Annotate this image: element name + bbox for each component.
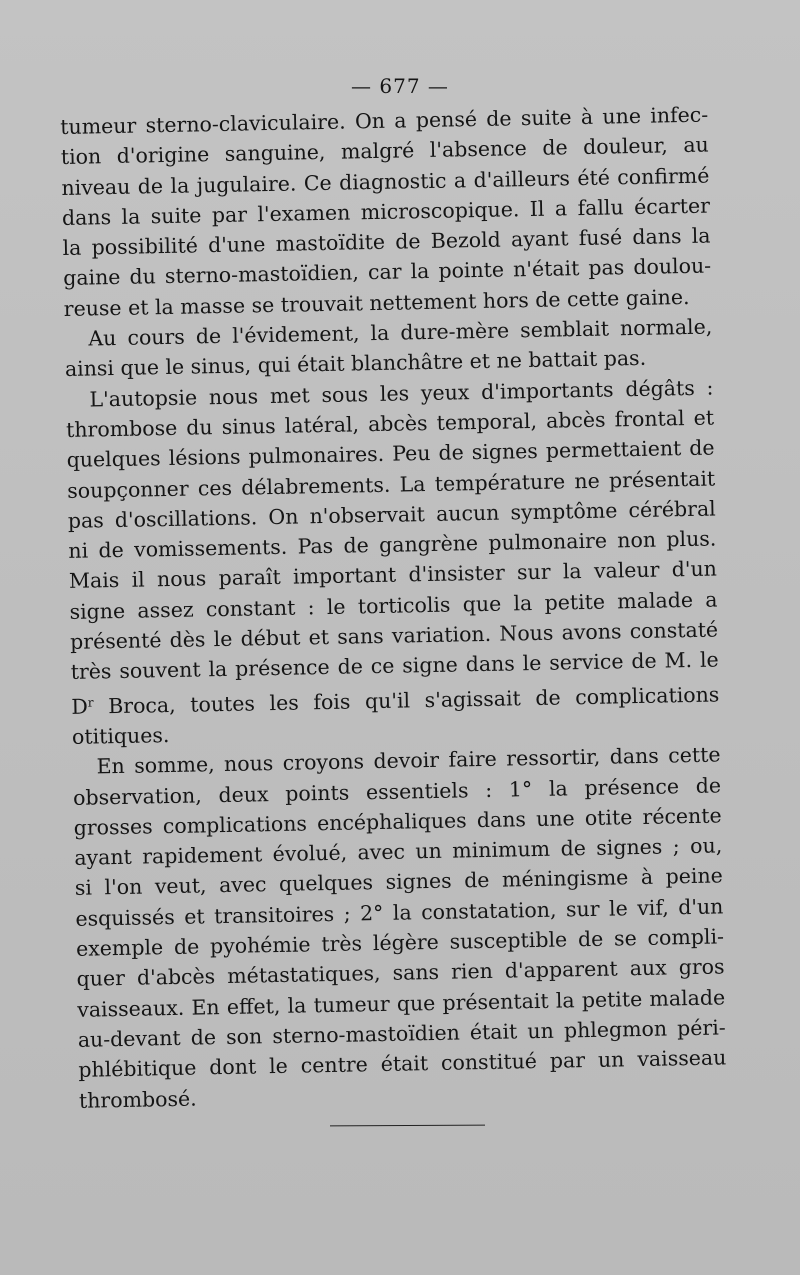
text-line: niveau de la jugulaire. Ce diagnostic a d'ailleurs été confirmé	[61, 163, 710, 200]
text-line: signe assez constant : le torticolis que la petite malade a	[69, 587, 718, 624]
text-line: vaisseaux. En effet, la tumeur que présentait la petite malade	[77, 985, 726, 1022]
text-line: thrombose du sinus latéral, abcès temporal, abcès frontal et	[65, 405, 715, 442]
doctor-rest: Broca, toutes les fois qu'il s'agissait de complications	[93, 682, 720, 719]
text-line: au-devant de son sterno-mastoïdien était un phlegmon péri-	[77, 1015, 726, 1052]
text-line: ni de vomissements. Pas de gangrène pulmonaire non plus.	[68, 526, 717, 564]
text-line: tumeur sterno-claviculaire. On a pensé de suite à une infec-	[60, 102, 709, 139]
text-line: L'autopsie nous met sous les yeux d'importants dégâts :	[89, 375, 714, 412]
text-line: observation, deux points essentiels : 1° la présence de	[72, 772, 722, 810]
doctor-superscript: r	[87, 695, 94, 710]
text-line: tion d'origine sanguine, malgré l'absence de douleur, au	[60, 132, 709, 170]
text-line: reuse et la masse se trouvait nettement hors de cette gaine.	[63, 284, 690, 321]
text-line: la possibilité d'une mastoïdite de Bezold ayant fusé dans la	[62, 223, 711, 261]
section-end-rule	[330, 1125, 485, 1127]
text-line: En somme, nous croyons devoir faire ressortir, dans cette	[96, 742, 721, 779]
page-number: — 677 —	[351, 74, 449, 98]
text-line: ayant rapidement évolué, avec un minimum de signes ; ou,	[74, 833, 723, 870]
text-line: otitiques.	[71, 722, 170, 749]
doctor-prefix: D	[71, 694, 89, 719]
paragraph-1	[60, 100, 712, 324]
paragraph-4	[72, 740, 727, 1116]
text-line: présenté dès le début et sans variation. Nous avons constaté	[69, 617, 719, 654]
text-line: très souvent la présence de ce signe dans le service de M. le	[70, 647, 719, 685]
text-line: exemple de pyohémie très légère susceptible de se compli-	[75, 924, 725, 961]
text-line: phlébitique dont le centre était constitué par un vaisseau	[78, 1045, 727, 1083]
text-line: Au cours de l'évidement, la dure-mère semblait normale,	[88, 314, 713, 351]
text-line: Mais il nous paraît important d'insister sur la valeur d'un	[68, 556, 718, 594]
text-line: gaine du sterno-mastoïdien, car la pointe n'était pas doulou-	[62, 254, 712, 291]
text-line: dans la suite par l'examen microscopique. Il a fallu écarter	[61, 193, 711, 230]
text-line: esquissés et transitoires ; 2° la constatation, sur le vif, d'un	[75, 894, 724, 931]
text-line: pas d'oscillations. On n'observait aucun symptôme cérébral	[67, 496, 716, 533]
paragraph-3	[65, 372, 720, 752]
text-line: grosses complications encéphaliques dans une otite récente	[73, 803, 722, 840]
text-line: quer d'abcès métastatiques, sans rien d'apparent aux gros	[76, 954, 725, 992]
text-line: quelques lésions pulmonaires. Peu de signes permettaient de	[66, 435, 715, 473]
text-line: ainsi que le sinus, qui était blanchâtre et ne battait pas.	[64, 346, 647, 382]
text-line: soupçonner ces délabrements. La température ne présentait	[67, 466, 716, 503]
text-line: thrombosé.	[78, 1086, 197, 1113]
body-text	[60, 100, 727, 1116]
text-line: si l'on veut, avec quelques signes de méningisme à peine	[74, 863, 724, 901]
